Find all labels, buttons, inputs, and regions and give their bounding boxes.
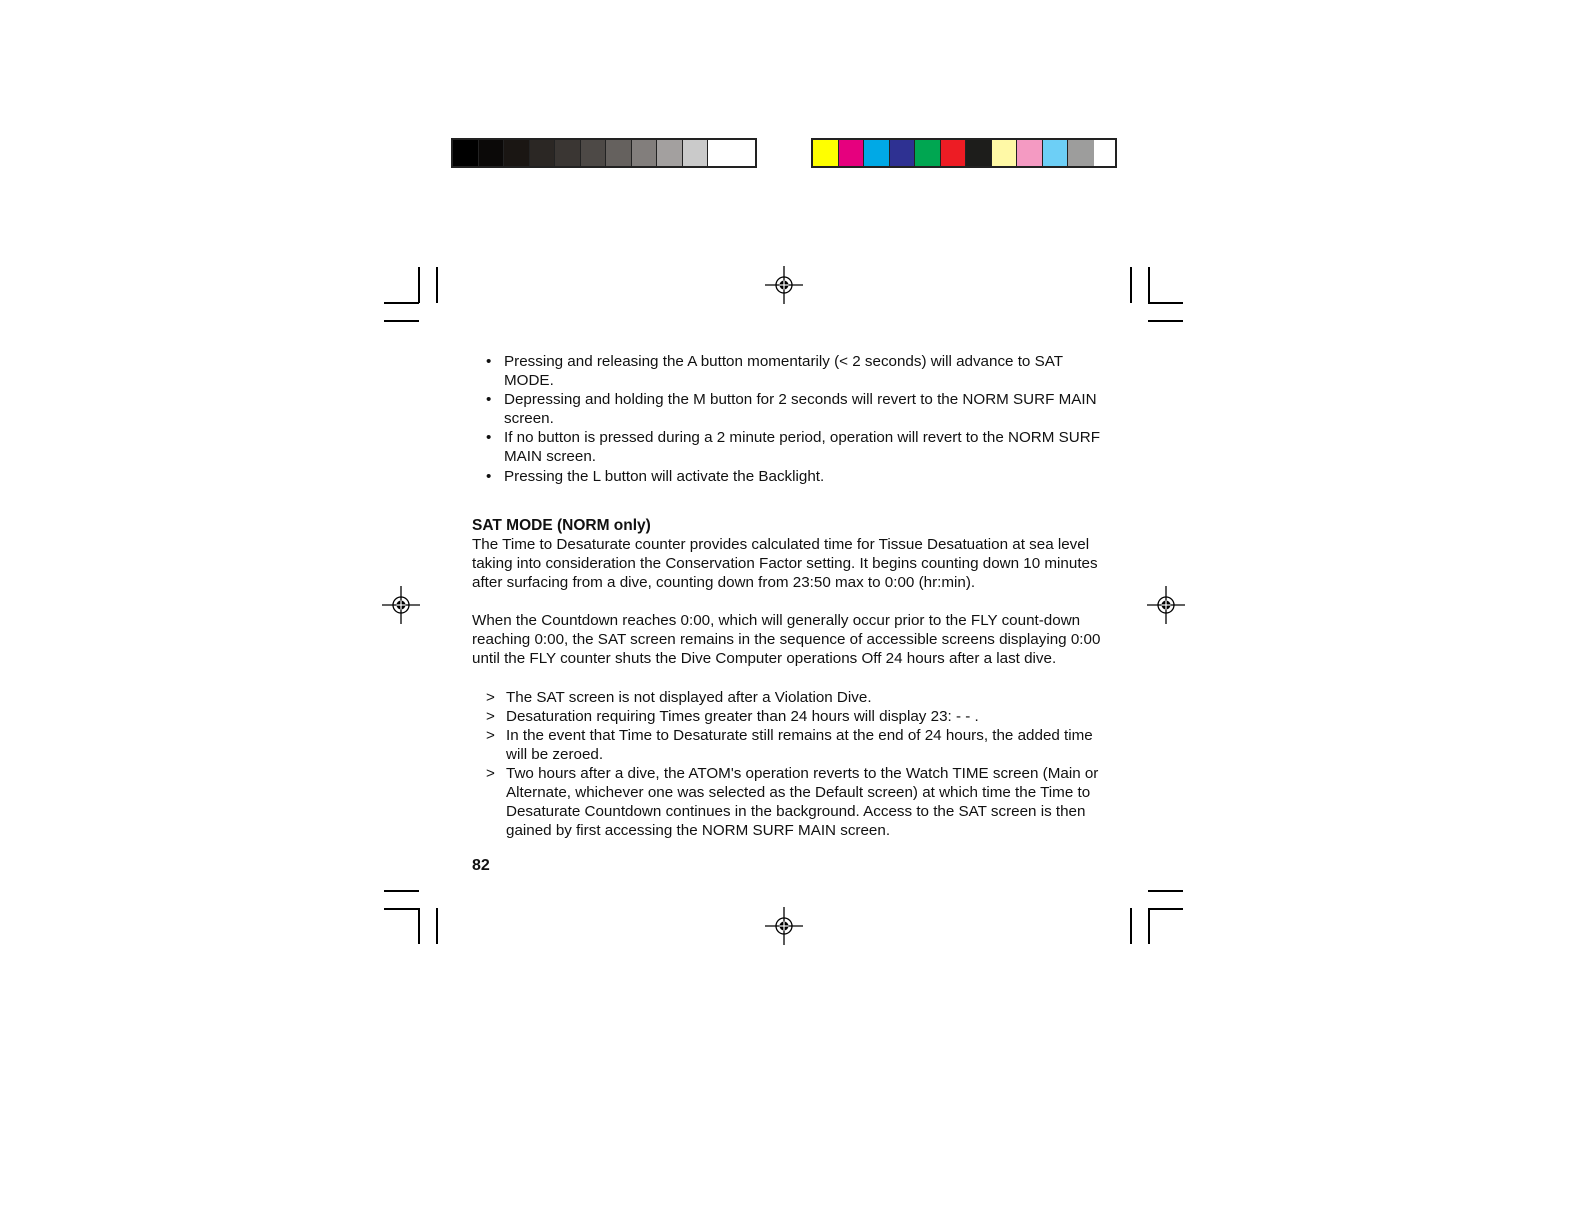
body-paragraph: When the Countdown reaches 0:00, which will generally occur prior to the FLY count-down reaching 0:00, the SAT screen remains in the sequence of accessible screens displaying 0:00 until the FLY counter shuts the Dive Computer operations Off 24 hours after a last dive. [472,612,1101,668]
color-swatch [657,140,683,166]
color-swatch [1068,140,1094,166]
color-swatch [453,140,479,166]
color-swatch [530,140,556,166]
body-paragraph: The Time to Desaturate counter provides calculated time for Tissue Desatuation at sea level taking into consideration the Conservation Factor setting. It begins counting down 10 minutes after surfacing from a dive, counting down from 23:50 max to 0:00 (hr:min). [472,535,1098,591]
color-swatch [479,140,505,166]
color-swatch [581,140,607,166]
color-swatch [864,140,890,166]
list-item: • If no button is pressed during a 2 minute period, operation will revert to the NORM SURF MAIN screen. [486,428,1102,466]
button-behavior-list [472,352,1102,486]
crop-mark [1148,302,1183,304]
color-swatch [1017,140,1043,166]
color-swatch [683,140,709,166]
color-swatch [708,140,734,166]
page-number: 82 [472,857,490,874]
registration-mark-bottom [765,907,803,945]
page-content [472,352,1102,840]
color-swatch [504,140,530,166]
registration-mark-top [765,266,803,304]
list-item: • Depressing and holding the M button for 2 seconds will revert to the NORM SURF MAIN screen. [486,390,1102,428]
note-item: > Two hours after a dive, the ATOM's operation reverts to the Watch TIME screen (Main or Alternate, whichever one was selected as the Default screen) at which time the Time to Desaturate Countdown continues in the background. Access to the SAT screen is then gained by first accessing the NORM SURF MAIN screen. [486,764,1102,840]
crop-mark [418,267,420,303]
color-swatch [992,140,1018,166]
color-swatch [941,140,967,166]
color-swatch [632,140,658,166]
color-swatch [915,140,941,166]
color-swatch [890,140,916,166]
crop-mark [384,320,419,322]
crop-mark [436,267,438,303]
crop-mark [1130,267,1132,303]
crop-mark [1130,908,1132,944]
color-swatch [606,140,632,166]
color-swatch [966,140,992,166]
crop-mark [384,890,419,892]
grayscale-calibration-bar [451,138,757,168]
color-swatch [555,140,581,166]
note-item: > In the event that Time to Desaturate still remains at the end of 24 hours, the added time will be zeroed. [486,726,1102,764]
section-heading: SAT MODE (NORM only) [472,516,651,534]
notes-list [472,688,1102,841]
crop-mark [418,908,420,944]
note-item: > Desaturation requiring Times greater than 24 hours will display 23: - - . [486,707,1102,726]
registration-mark-right [1147,586,1185,624]
crop-mark [1148,320,1183,322]
crop-mark [384,302,419,304]
color-calibration-bar [811,138,1117,168]
crop-mark [1148,908,1183,910]
crop-mark [384,908,419,910]
registration-mark-left [382,586,420,624]
color-swatch [1043,140,1069,166]
list-item: • Pressing the L button will activate the Backlight. [486,467,1102,486]
color-swatch [813,140,839,166]
crop-mark [1148,267,1150,303]
color-swatch [839,140,865,166]
crop-mark [1148,908,1150,944]
list-item: • Pressing and releasing the A button momentarily (< 2 seconds) will advance to SAT MODE. [486,352,1102,390]
crop-mark [436,908,438,944]
note-item: > The SAT screen is not displayed after a Violation Dive. [486,688,1102,707]
crop-mark [1148,890,1183,892]
